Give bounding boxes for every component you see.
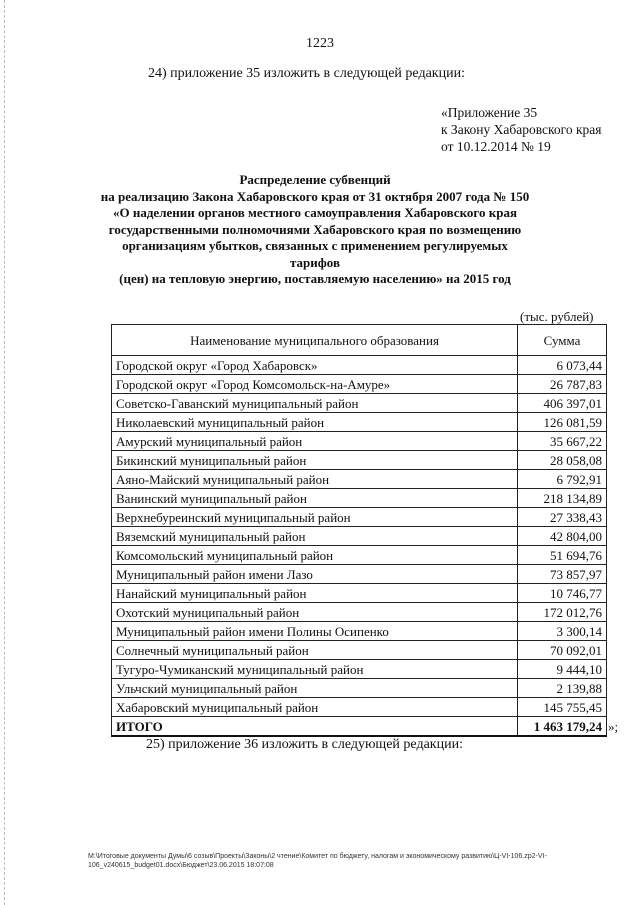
subvention-amount: 35 667,22 [518, 432, 607, 451]
municipality-name: Городской округ «Город Комсомольск-на-Амуре» [112, 375, 518, 394]
municipality-name: Бикинский муниципальный район [112, 451, 518, 470]
table-row [112, 565, 607, 584]
subvention-amount: 42 804,00 [518, 527, 607, 546]
header-sum: Сумма [518, 325, 607, 356]
municipality-name: Верхнебуреинский муниципальный район [112, 508, 518, 527]
municipality-name: Советско-Гаванский муниципальный район [112, 394, 518, 413]
title-line: государственными полномочиями Хабаровского края по возмещению [108, 221, 522, 237]
subvention-amount: 28 058,08 [518, 451, 607, 470]
table-row [112, 375, 607, 394]
municipality-name: Тугуро-Чумиканский муниципальный район [112, 660, 518, 679]
table-row [112, 546, 607, 565]
subvention-amount: 9 444,10 [518, 660, 607, 679]
subvention-amount: 27 338,43 [518, 508, 607, 527]
title-line: Распределение субвенций [239, 172, 391, 187]
title-line: «О наделении органов местного самоуправления Хабаровского края [113, 205, 517, 220]
table-row [112, 432, 607, 451]
subvention-amount: 2 139,88 [518, 679, 607, 698]
municipality-name: Городской округ «Город Хабаровск» [112, 356, 518, 375]
subvention-amount: 145 755,45 [518, 698, 607, 717]
table-row [112, 470, 607, 489]
scan-edge-line [4, 0, 6, 905]
appendix-reference [441, 104, 602, 155]
table-row [112, 394, 607, 413]
total-row [112, 717, 607, 737]
table-row [112, 622, 607, 641]
subvention-amount: 406 397,01 [518, 394, 607, 413]
municipality-name: Хабаровский муниципальный район [112, 698, 518, 717]
table-row [112, 679, 607, 698]
table-row [112, 698, 607, 717]
table-row [112, 641, 607, 660]
title-line: (цен) на тепловую энергию, поставляемую населению» на 2015 год [119, 271, 511, 286]
appendix-line-1: «Приложение 35 [441, 105, 538, 120]
table-row [112, 603, 607, 622]
table-row [112, 489, 607, 508]
subvention-amount: 26 787,83 [518, 375, 607, 394]
table-closing-quote: »; [608, 719, 619, 734]
subvention-amount: 10 746,77 [518, 584, 607, 603]
paragraph-25: 25) приложение 36 изложить в следующей редакции: [146, 737, 463, 752]
municipality-name: Вяземский муниципальный район [112, 527, 518, 546]
appendix-line-2: к Закону Хабаровского края [441, 122, 602, 137]
total-label: ИТОГО [112, 717, 518, 737]
municipality-name: Амурский муниципальный район [112, 432, 518, 451]
table-row [112, 584, 607, 603]
subvention-table [111, 324, 607, 737]
subvention-amount: 73 857,97 [518, 565, 607, 584]
total-value: 1 463 179,24 [518, 717, 607, 737]
units-note: (тыс. рублей) [520, 309, 594, 324]
table-row [112, 660, 607, 679]
municipality-name: Солнечный муниципальный район [112, 641, 518, 660]
municipality-name: Нанайский муниципальный район [112, 584, 518, 603]
subvention-amount: 126 081,59 [518, 413, 607, 432]
municipality-name: Ульчский муниципальный район [112, 679, 518, 698]
title-line: организациям убытков, связанных с применением регулируемых тарифов [122, 238, 508, 270]
subvention-amount: 6 073,44 [518, 356, 607, 375]
table-row [112, 527, 607, 546]
municipality-name: Муниципальный район имени Лазо [112, 565, 518, 584]
appendix-line-3: от 10.12.2014 № 19 [441, 139, 551, 154]
title-line: на реализацию Закона Хабаровского края от 31 октября 2007 года № 150 [100, 188, 530, 204]
municipality-name: Аяно-Майский муниципальный район [112, 470, 518, 489]
document-title [100, 172, 530, 288]
municipality-name: Муниципальный район имени Полины Осипенко [112, 622, 518, 641]
table-row [112, 356, 607, 375]
table-row [112, 413, 607, 432]
subvention-amount: 70 092,01 [518, 641, 607, 660]
subvention-amount: 218 134,89 [518, 489, 607, 508]
footer-file-path: M:\Итоговые документы Думы\6 созыв\Проекты\Законы\2 чтение\Комитет по бюджету, налогам и экономическому развитию\Ц-VI-106.zp2-VI-106_v240615_budget01.docx\Бюджет\23.06.2015 18:07:08 [88, 853, 547, 869]
subvention-amount: 6 792,91 [518, 470, 607, 489]
municipality-name: Николаевский муниципальный район [112, 413, 518, 432]
paragraph-24: 24) приложение 35 изложить в следующей редакции: [148, 66, 465, 81]
subvention-amount: 172 012,76 [518, 603, 607, 622]
municipality-name: Комсомольский муниципальный район [112, 546, 518, 565]
table-row [112, 508, 607, 527]
subvention-amount: 51 694,76 [518, 546, 607, 565]
municipality-name: Ванинский муниципальный район [112, 489, 518, 508]
municipality-name: Охотский муниципальный район [112, 603, 518, 622]
header-municipality: Наименование муниципального образования [112, 325, 518, 356]
page-number: 1223 [306, 36, 334, 51]
table-header-row [112, 325, 607, 356]
table-row [112, 451, 607, 470]
subvention-amount: 3 300,14 [518, 622, 607, 641]
